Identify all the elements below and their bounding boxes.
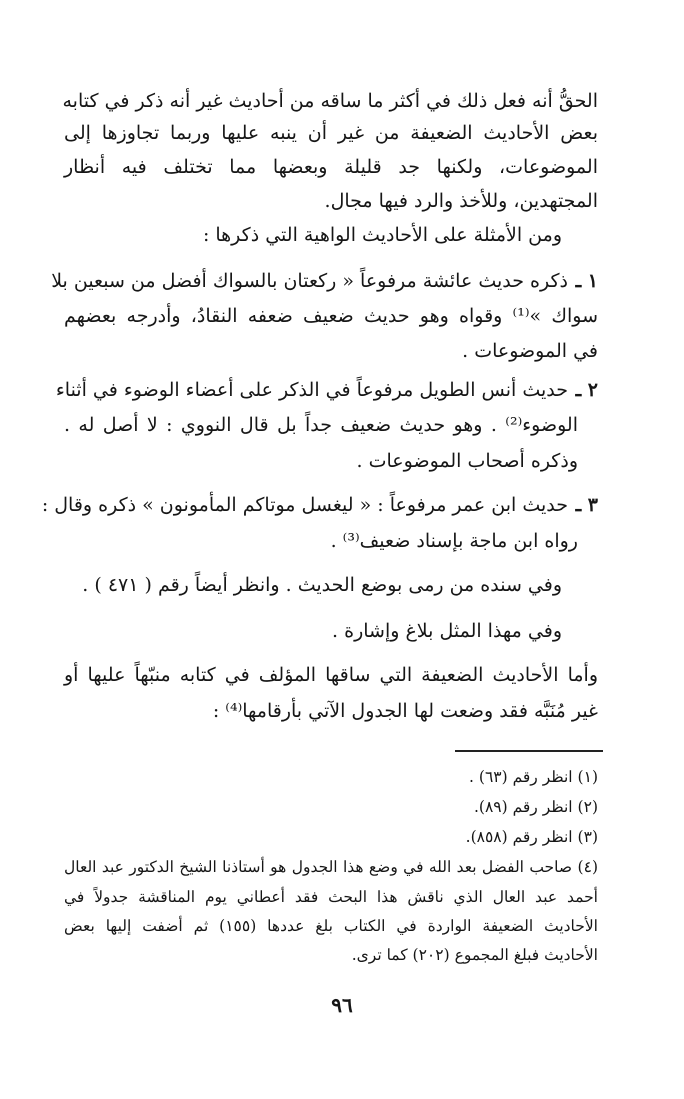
footnote-2-text: انظر رقم (٨٩). <box>473 798 573 816</box>
paragraph-1-line-3: الموضوعات، ولكنها جد قليلة وبعضها مما تختلف فيه أنظار <box>64 156 598 178</box>
paragraph-hint: وفي مهذا المثل بلاغ وإشارة . <box>332 620 562 642</box>
item-1-line-2: سواك »⁽¹⁾ وقواه وهو حديث ضعيف ضعفه النقادُ، وأدرجه بعضهم <box>64 305 598 327</box>
examples-intro: ومن الأمثلة على الأحاديث الواهية التي ذكرها : <box>202 224 562 246</box>
page-number: ٩٦ <box>331 993 353 1017</box>
footnote-4-line-1: صاحب الفضل بعد الله في وضع هذا الجدول هو أستاذنا الشيخ الدكتور عبد العال <box>64 858 572 876</box>
item-3-number: ٣ ـ <box>575 494 598 516</box>
footnote-2-marker: (٢) <box>577 798 598 816</box>
item-1-number: ١ ـ <box>575 270 598 292</box>
item-3-line-2: رواه ابن ماجة بإسناد ضعيف⁽³⁾ . <box>330 530 578 552</box>
footnote-2 <box>474 794 598 820</box>
footnote-4-line-3: الأحاديث الضعيفة الواردة في الكتاب بلغ عددها (١٥٥) ثم أضفت إليها بعض <box>64 917 598 935</box>
item-2-number: ٢ ـ <box>575 379 598 401</box>
paragraph-last-line-2: غير مُنَبَّه فقد وضعت لها الجدول الآتي بأرقامها⁽⁴⁾ : <box>212 700 598 722</box>
footnote-4-line-2: أحمد عبد العال الذي ناقش هذا البحث فقد أعطاني يوم المناقشة جدولاً في <box>64 888 598 906</box>
item-1-line-1: ذكره حديث عائشة مرفوعاً « ركعتان بالسواك أفضل من سبعين بلا <box>51 270 568 292</box>
footnote-4-marker: (٤) <box>577 858 598 876</box>
paragraph-last-line-1: وأما الأحاديث الضعيفة التي ساقها المؤلف في كتابه منبّهاً عليها أو <box>64 664 598 686</box>
paragraph-1-line-4: المجتهدين، وللأخذ والرد فيها مجال. <box>324 190 598 212</box>
item-2-line-3: وذكره أصحاب الموضوعات . <box>356 450 578 472</box>
footnote-1-marker: (١) <box>577 768 598 786</box>
item-1-line-3: في الموضوعات . <box>462 340 598 362</box>
footnote-divider <box>455 750 603 752</box>
paragraph-1-line-1: الحقُّ أنه فعل ذلك في أكثر ما ساقه من أحاديث غير أنه ذكر في كتابه <box>62 90 598 112</box>
item-2-line-2: الوضوء⁽²⁾ . وهو حديث ضعيف جداً بل قال النووي : لا أصل له . <box>64 414 578 436</box>
footnote-3-marker: (٣) <box>577 828 598 846</box>
footnote-1 <box>469 764 598 790</box>
paragraph-1-line-2: بعض الأحاديث الضعيفة من غير أن ينبه عليها وربما تجاوزها إلى <box>64 122 598 144</box>
item-2-line-1: حديث أنس الطويل مرفوعاً في الذكر على أعضاء الوضوء في أثناء <box>55 379 568 401</box>
footnote-3-text: انظر رقم (٨٥٨). <box>465 828 573 846</box>
footnote-1-text: انظر رقم (٦٣) . <box>469 768 573 786</box>
footnote-4-line-4: الأحاديث فبلغ المجموع (٢٠٢) كما ترى. <box>351 946 598 964</box>
paragraph-reference: وفي سنده من رمى بوضع الحديث . وانظر أيضاً رقم ( ٤٧١ ) . <box>82 574 562 596</box>
footnote-3 <box>466 824 598 850</box>
item-3-line-1: حديث ابن عمر مرفوعاً : « ليغسل موتاكم المأمونون » ذكره وقال : <box>41 494 568 516</box>
